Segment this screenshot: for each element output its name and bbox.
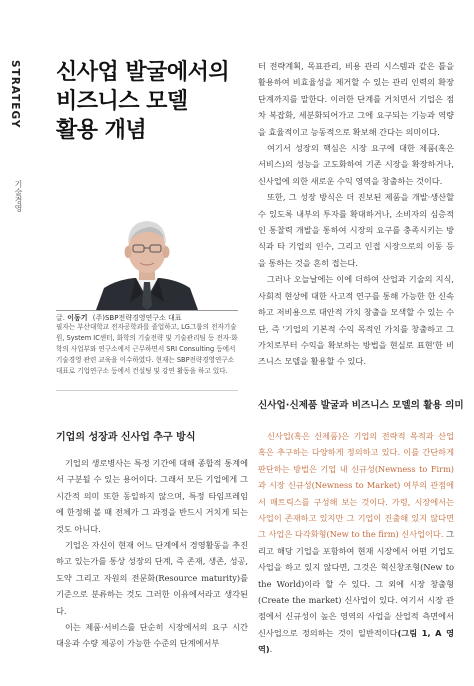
section1-heading: 기업의 성장과 신사업 추구 방식 [56,432,196,443]
section1-paragraph: 기업의 생로병사는 특정 기간에 대해 종합적 통계에서 구분될 수 있는 용어이다. 그래서 모든 기업에게 그 시간적 의미 또한 동일하지 않으며, 특정 타임프레임에 한정해 볼 때 전체가 그 과정을 반드시 거치게 되는 것도 아니다. [56,458,248,534]
author-name: 이동기 [67,314,88,322]
figure-reference: (그림 1, A 영역) [258,627,454,655]
article-title [56,58,246,145]
author-affiliation: (주)SBP전략경영연구소 대표 [92,314,182,322]
column2-paragraph: 그러나 오늘날에는 이에 더하여 산업과 기술의 지식, 사회적 현상에 대한 사고적 연구를 통해 가능한 한 신속하고 저비용으로 대안적 가치 창출을 모색할 수 있는 수단, 즉 '기업의 기본적 수익 목적인 가치를 창출하고 그 가치로부터 수익을 확보하는 방법을 현실로 표현'한 비즈니스 모델을 활용할 수 있다. [258,274,454,367]
column2-body [258,58,454,370]
section1-body [56,455,248,652]
section-category-label: 기술경영 [14,180,23,212]
paragraph-end: . [269,644,273,655]
column2-paragraph: 여기서 성장의 핵심은 시장 요구에 대한 제품(혹은 서비스)의 성능을 고도화하여 기존 시장을 확장하거나, 신사업에 의한 새로운 수익 영역을 창출하는 것이다. [258,143,454,186]
title-line-1: 신사업 발굴에서의 [56,60,230,85]
title-line-3: 활용 개념 [56,118,147,143]
author-portrait-image [56,210,236,310]
side-strip [0,0,40,686]
section2-body [258,428,454,658]
paragraph-text: 그리고 해당 기업을 포함하여 현재 시장에서 어떤 기업도 사업을 하고 있지 않다면, 그것은 혁신창조형(New to the World)이라 할 수 있다. 그 외에 시장 창출형(Create the market) 신사업이 있다. 여기서 시장 관점에서 신규성이 높은 영역의 사업을 산업적 측면에서 신사업으로 정의하는 것이 일반적이다 [258,529,454,638]
highlighted-text: 신사업(혹은 신제품)은 기업의 전략적 목적과 산업 혹은 추구하는 다양하게 정의하고 있다. 이를 간단하게 판단하는 방법은 기업 내 신규성(Newness to Firm)과 시장 신규성(Newness to Market) 여부의 관점에서 매트릭스를 구성해 보는 것이다. 가령, 시장에서는 사업이 존재하고 있지만 그 기업이 진출해 있지 않다면 그 사업은 다각화형(New to the firm) 신사업이다. [258,431,454,540]
column2-paragraph: 터 전략계획, 목표관리, 비용 관리 시스템과 같은 틀을 활용하여 비효율성을 제거할 수 있는 관리 인력의 확장 단계까지를 말한다. 이러한 단계를 거치면서 기업은 점차 복잡화, 세분화되어가고 그에 요구되는 기능과 역량을 효율적이고 능동적으로 확보해 간다는 의미이다. [258,61,454,137]
bio-divider [56,390,238,391]
section1-paragraph: 기업은 자신이 현재 어느 단계에서 경영활동을 추진하고 있는가를 통상 성장의 단계, 즉 존재, 생존, 성공, 도약 그리고 자원의 전문화(Resource maturity)를 기준으로 분류하는 것도 그러한 이유에서라고 생각된다. [56,540,248,616]
section-brand-label: STRATEGY [9,60,21,129]
title-line-2: 비즈니스 모델 [56,89,188,114]
byline-label: 글. [56,314,65,322]
section2-paragraph [258,428,454,658]
section1-paragraph: 이는 제품·서비스를 단순히 시장에서의 요구 시간 대응과 수량 제공이 가능한 수준의 단계에서부 [56,622,248,649]
author-photo [56,210,236,310]
section2-heading: 신사업·신제품 발굴과 비즈니스 모델의 활용 의미 [258,400,464,411]
author-bio: 필자는 부산대학교 전자공학과를 졸업하고, LG그룹의 전자기술원, System IC센터, 화학의 기술전략 및 기술관리팀 등 전자·화학의 사업부와 연구소에서 근무하면서 SRI Consulting 등에서 기술경영 관련 교육을 이수하였다. 현재는 SBP전략경영연구소 대표로 기업연구소 등에서 컨설팅 및 강연 활동을 하고 있다. [56,323,238,375]
column2-paragraph: 또한, 그 성장 방식은 더 진보된 제품을 개발·생산할 수 있도록 내부의 투자를 확대하거나, 소비자의 심층적인 통찰력 개발을 통하여 시장의 요구를 충족시키는 방식과 타 기업의 인수, 그리고 인접 시장으로의 이동 등을 통하는 것을 흔히 접는다. [258,192,454,268]
